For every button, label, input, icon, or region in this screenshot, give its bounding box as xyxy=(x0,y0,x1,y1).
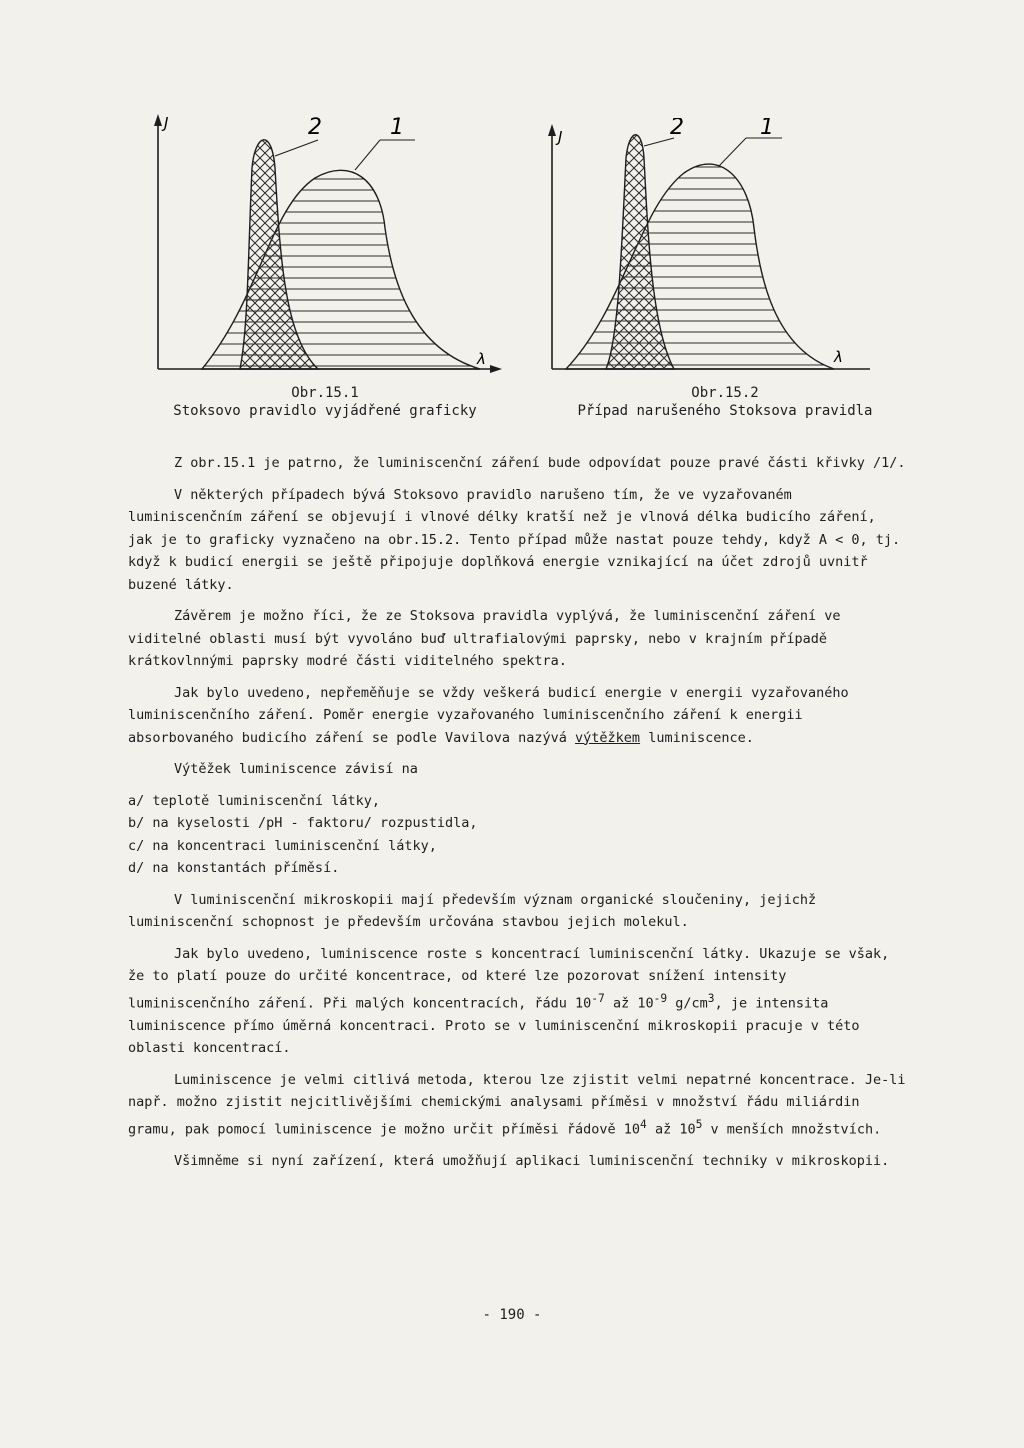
x-axis-label: λ xyxy=(834,348,843,366)
list-item: a/ teplotě luminiscenční látky, xyxy=(128,792,380,809)
figure-2-title: Případ narušeného Stoksova pravidla xyxy=(577,403,873,419)
paragraph-yield-definition: Jak bylo uvedeno, nepřeměňuje se vždy veškerá budicí energie v energii vyzařovaného luminiscenčního záření. Poměr energie vyzařovaného luminiscenčního záření k energii absorbovaného budicího záření se podle Vavilova nazývá výtěžkem luminiscence. xyxy=(128,684,849,746)
term-vytezek: výtěžkem xyxy=(575,729,641,746)
paragraph-sensitivity: Luminiscence je velmi citlivá metoda, kterou lze zjistit velmi nepatrné koncentrace. Je-li např. možno zjistit nejcitlivějšími chemickými analysami příměsi v množství řádu miliárdin gramu, pak pomocí luminiscence je možno určit příměsi řádově $10^4$ až $10^5$ v menších množstvích. xyxy=(128,1071,906,1137)
figure-2-number: Obr.15.2 xyxy=(691,385,759,401)
y-axis-label: J xyxy=(164,114,169,132)
list-item: c/ na koncentraci luminiscenční látky, xyxy=(128,837,437,854)
figure-2-caption xyxy=(540,384,910,420)
paragraph: Výtěžek luminiscence závisí na xyxy=(174,761,418,777)
curve-1-label: 1 xyxy=(760,118,774,140)
figure-1-caption xyxy=(140,384,510,420)
y-axis-label: J xyxy=(558,128,563,146)
x-axis-label: λ xyxy=(477,350,486,368)
curve-2-label: 2 xyxy=(308,115,322,140)
curve-2-label: 2 xyxy=(670,118,684,140)
paragraph: Z obr.15.1 je patrno, že luminiscenční záření bude odpovídat pouze pravé části křivky /1/. xyxy=(174,455,906,471)
paragraph: V luminiscenční mikroskopii mají především význam organické sloučeniny, jejichž luminiscenční schopnost je především určována stavbou jejich molekul. xyxy=(128,891,817,930)
curve-1 xyxy=(566,164,834,369)
page-number: - 190 - xyxy=(482,1307,542,1323)
figure-1-title: Stoksovo pravidlo vyjádřené graficky xyxy=(173,403,477,419)
list-item: b/ na kyselosti /pH - faktoru/ rozpustidla, xyxy=(128,815,478,831)
figure-1-number: Obr.15.1 xyxy=(291,385,359,401)
figure-stokes-rule xyxy=(140,108,510,380)
paragraph: V některých případech bývá Stoksovo pravidlo narušeno tím, že ve vyzařovaném luminiscenčním záření se objevují i vlnové délky kratší než je vlnová délka budicího záření, jak je to graficky vyznačeno na obr.15.2. Tento případ může nastat pouze tehdy, když A < 0, tj. když k budicí energii se ještě připojuje doplňková energie vznikající na účet zdrojů uvnitř buzené látky. xyxy=(128,486,901,593)
curve-1-label: 1 xyxy=(390,115,404,140)
paragraph: Všimněme si nyní zařízení, která umožňují aplikaci luminiscenční techniky v mikroskopii. xyxy=(174,1152,890,1169)
figure-broken-stokes-rule xyxy=(534,118,890,380)
factor-list xyxy=(128,790,908,880)
body-text xyxy=(128,452,908,1181)
list-item: d/ na konstantách příměsí. xyxy=(128,860,340,876)
paragraph-concentration: Jak bylo uvedeno, luminiscence roste s koncentrací luminiscenční látky. Ukazuje se však, že to platí pouze do určité koncentrace, od které lze pozorovat snížení intensity luminiscenčního záření. Při malých koncentracích, řádu $10^{-7}$ až $10^{-9}$ $g/cm^3$, je intensita luminiscence přímo úměrná koncentraci. Proto se v luminiscenční mikroskopii pracuje v této oblasti koncentrací. xyxy=(128,945,890,1056)
paragraph: Závěrem je možno říci, že ze Stoksova pravidla vyplývá, že luminiscenční záření ve viditelné oblasti musí být vyvoláno buď ultrafialovými paprsky, nebo v krajním případě krátkovlnnými paprsky modré části viditelného spektra. xyxy=(128,608,841,669)
